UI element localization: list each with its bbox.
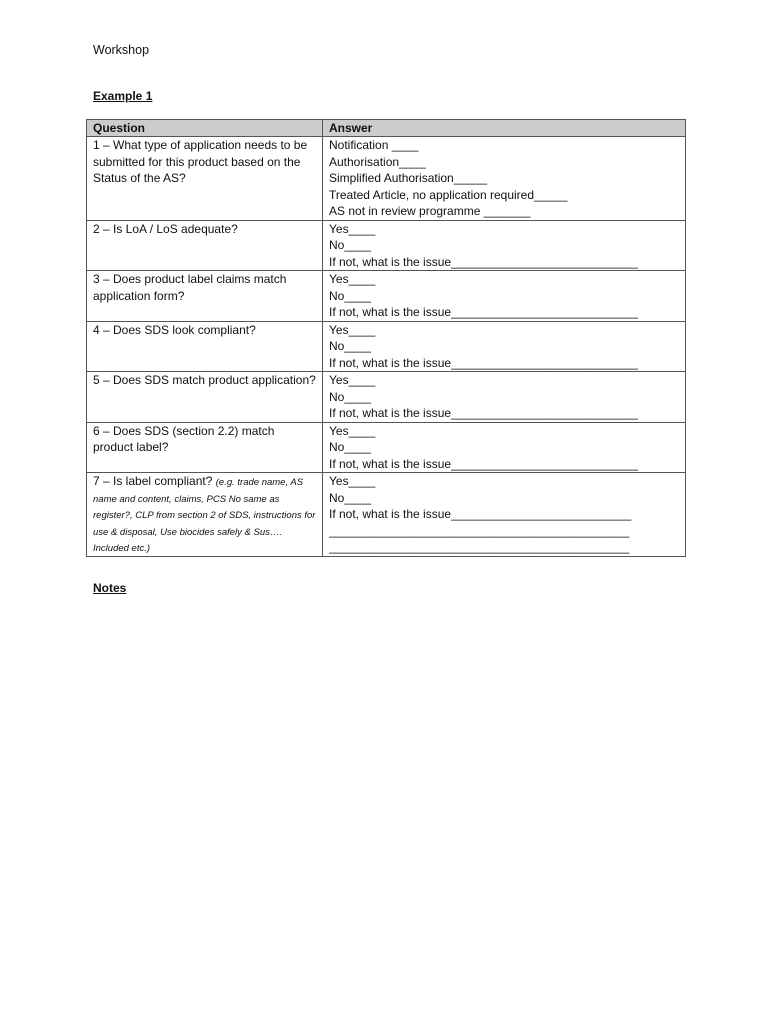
- answer-option: Yes____: [329, 474, 376, 488]
- table-header-row: [87, 120, 686, 137]
- answer-option: No____: [329, 339, 372, 353]
- answer-option: No____: [329, 490, 372, 505]
- notes-title: Notes: [93, 581, 127, 595]
- answer-option: Yes____: [329, 322, 376, 337]
- question-text: 5 – Does SDS match product application?: [93, 373, 316, 387]
- answer-option: If not, what is the issue____________________________: [329, 406, 638, 420]
- table-row: [87, 271, 686, 322]
- answer-blank-line: _____________________________________________: [329, 523, 630, 538]
- table-row: [87, 321, 686, 372]
- answer-option: No____: [329, 238, 372, 252]
- answer-option: If not, what is the issue____________________________: [329, 254, 638, 269]
- answer-cell: [323, 137, 686, 221]
- page-header: Workshop: [93, 43, 150, 57]
- question-cell: [87, 321, 323, 372]
- table-row: [87, 137, 686, 221]
- answer-cell: [323, 473, 686, 557]
- column-header-question: Question: [87, 120, 323, 137]
- table-row: [87, 220, 686, 271]
- question-cell: [87, 220, 323, 271]
- answer-option: If not, what is the issue____________________________: [329, 305, 638, 319]
- question-text: 2 – Is LoA / LoS adequate?: [93, 221, 238, 236]
- answer-option: Yes____: [329, 423, 376, 438]
- answer-option: If not, what is the issue____________________________: [329, 355, 638, 370]
- answer-cell: [323, 372, 686, 423]
- question-cell: [87, 473, 323, 557]
- answer-cell: [323, 321, 686, 372]
- question-cell: [87, 137, 323, 221]
- question-text: 4 – Does SDS look compliant?: [93, 322, 256, 337]
- answer-option: No____: [329, 389, 372, 404]
- answer-option: If not, what is the issue____________________________: [329, 456, 638, 471]
- question-note: (e.g. trade name, AS name and content, claims, PCS No same as register?, CLP from section 2 of SDS, instructions for use & disposal, Use biocides safely & Sus…. Included etc.): [93, 477, 316, 554]
- table-row: [87, 473, 686, 557]
- answer-option: Authorisation____: [329, 154, 426, 169]
- column-header-answer: Answer: [323, 120, 686, 137]
- answer-option: AS not in review programme _______: [329, 204, 531, 218]
- answer-option: Treated Article, no application required_____: [329, 187, 568, 202]
- question-text: 1 – What type of application needs to be submitted for this product based on the Status of the AS?: [93, 138, 308, 185]
- answer-option: Yes____: [329, 272, 376, 286]
- answer-option: No____: [329, 440, 372, 454]
- answer-option: Yes____: [329, 221, 376, 236]
- question-cell: [87, 372, 323, 423]
- question-answer-table: [86, 119, 686, 557]
- example-title: Example 1: [93, 89, 153, 103]
- answer-option: Notification ____: [329, 138, 419, 152]
- question-text: 7 – Is label compliant?: [93, 474, 213, 488]
- answer-cell: [323, 422, 686, 473]
- question-cell: [87, 422, 323, 473]
- answer-cell: [323, 271, 686, 322]
- question-cell: [87, 271, 323, 322]
- question-text: 6 – Does SDS (section 2.2) match product label?: [93, 423, 275, 454]
- answer-option: Yes____: [329, 373, 376, 387]
- answer-option: If not, what is the issue___________________________: [329, 507, 632, 521]
- answer-cell: [323, 220, 686, 271]
- answer-option: Simplified Authorisation_____: [329, 171, 488, 185]
- answer-blank-line: _____________________________________________: [329, 540, 630, 554]
- table-row: [87, 372, 686, 423]
- question-text: 3 – Does product label claims match application form?: [93, 272, 287, 303]
- table-row: [87, 422, 686, 473]
- answer-option: No____: [329, 288, 372, 303]
